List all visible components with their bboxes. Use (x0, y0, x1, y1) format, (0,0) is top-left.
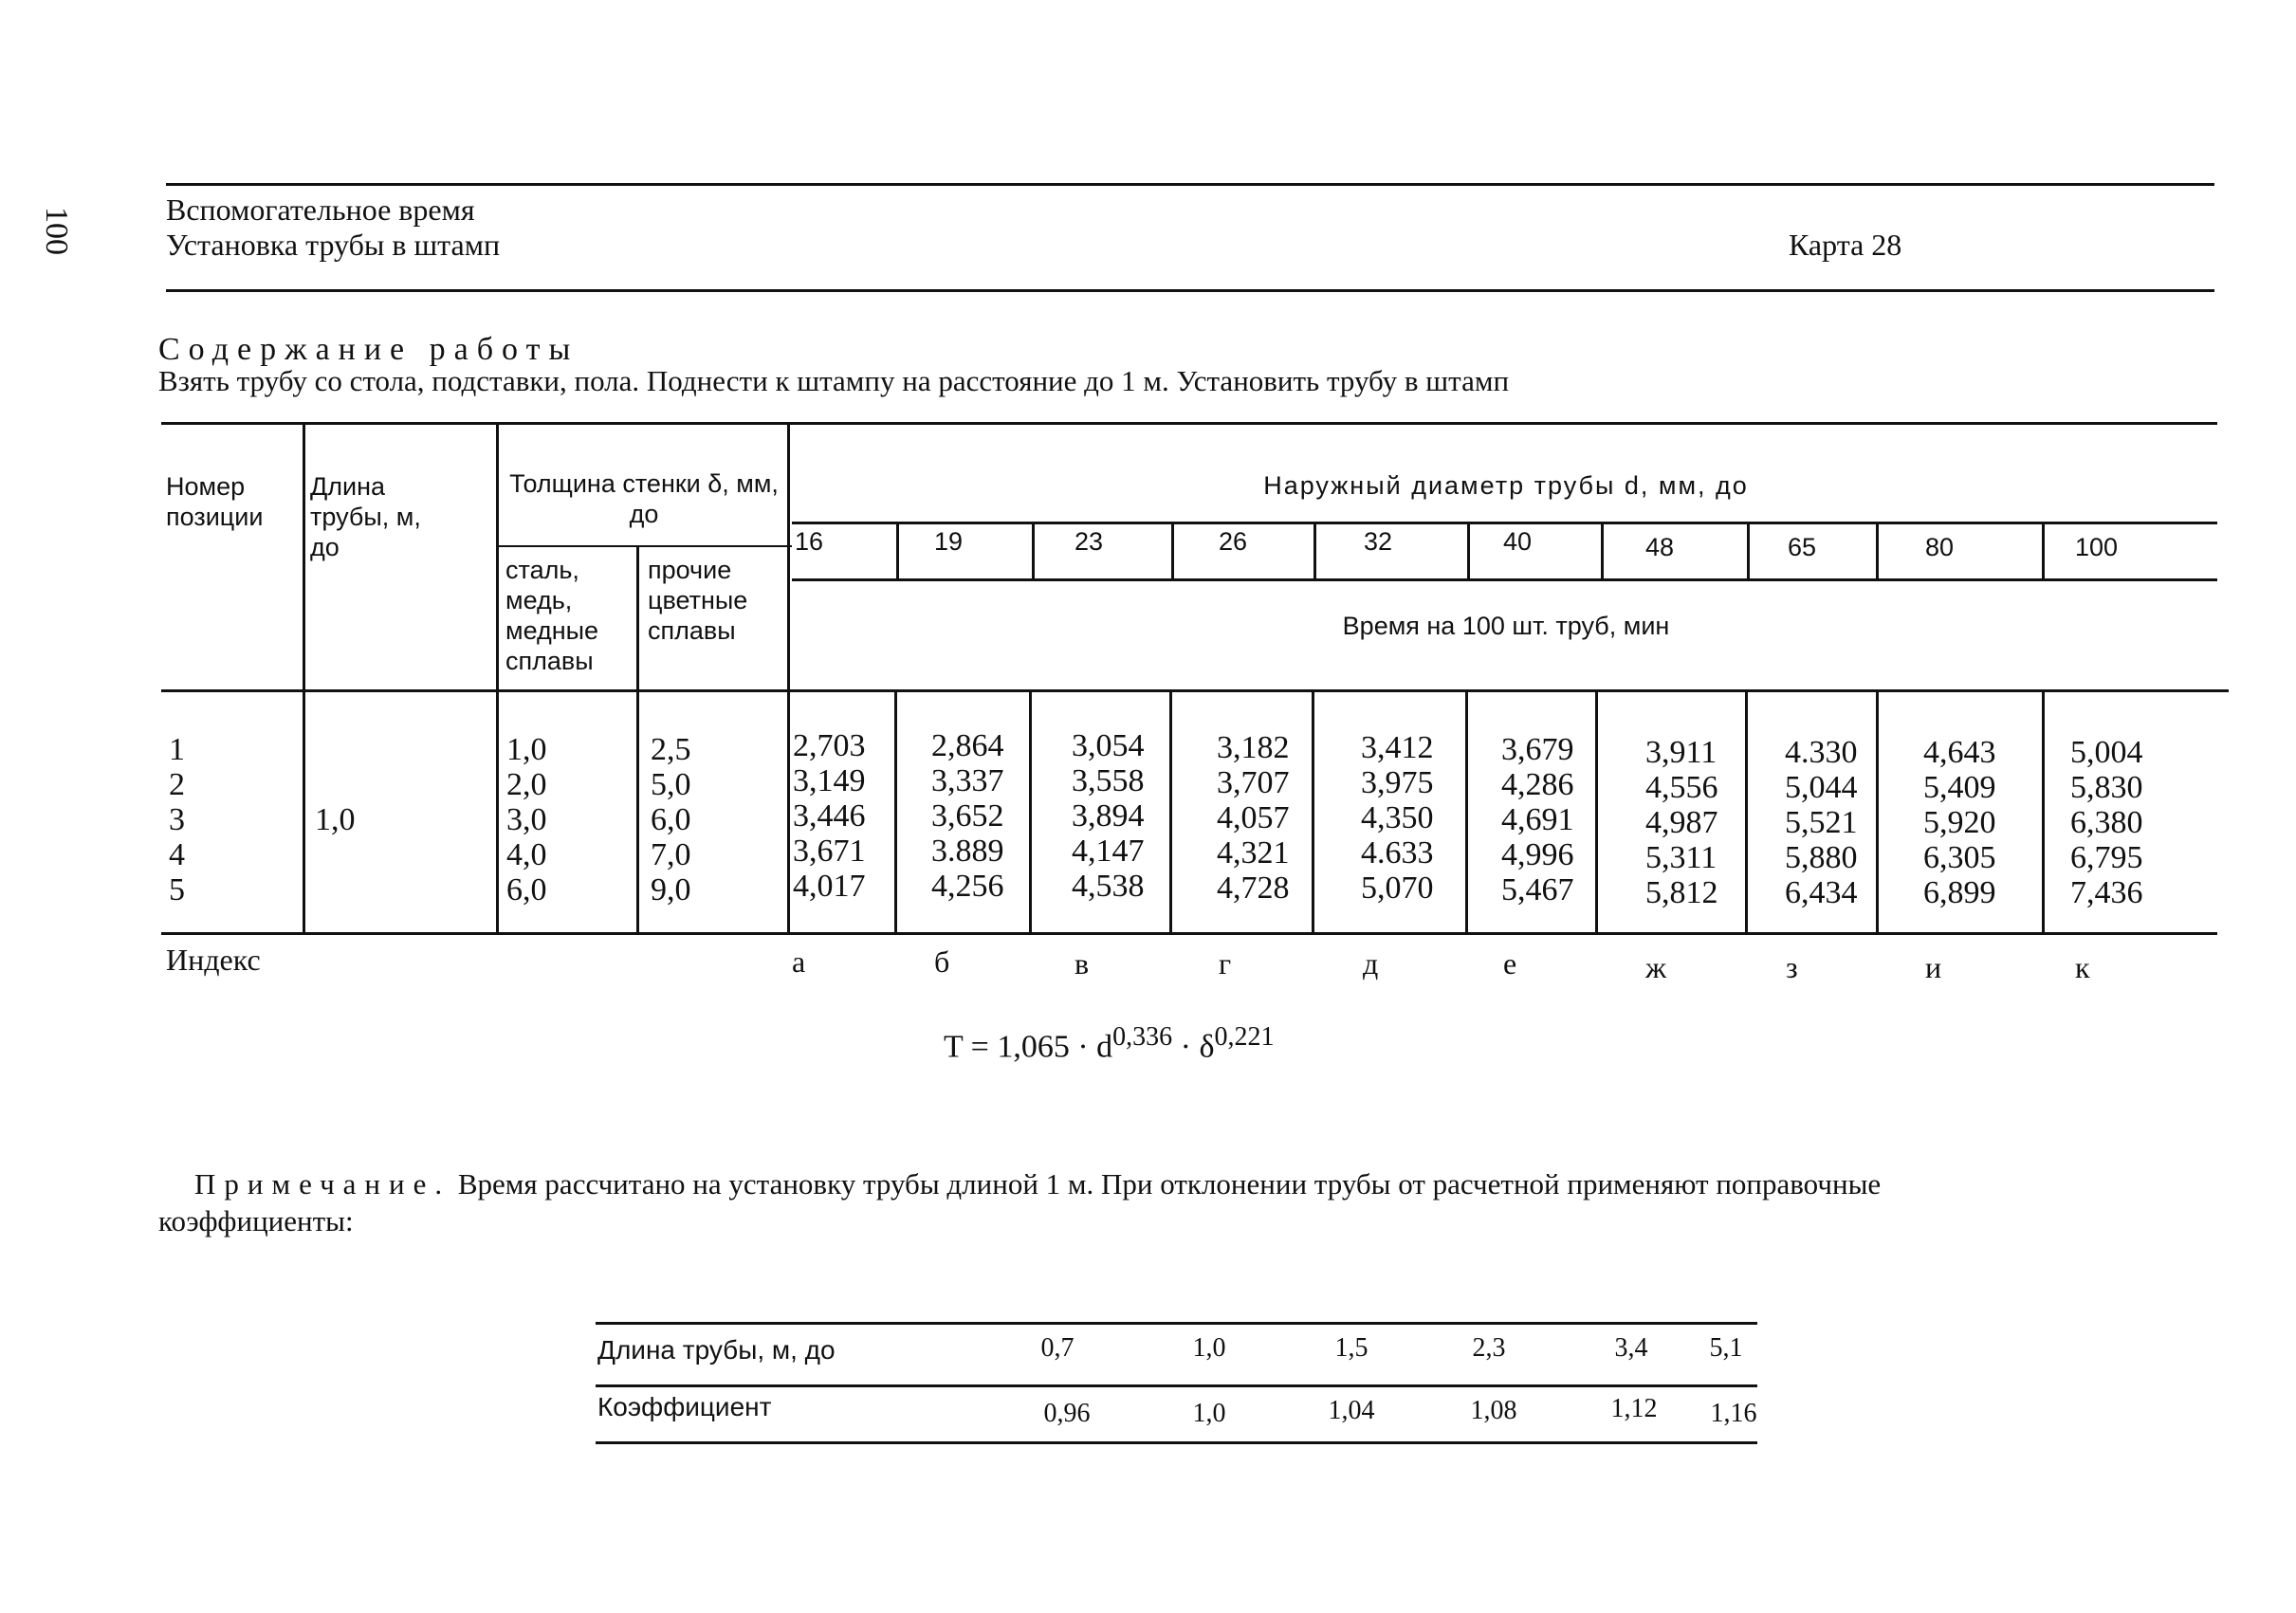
time-col-48 (1645, 735, 1718, 910)
note-line1 (194, 1167, 1881, 1201)
vline-d3 (1171, 522, 1174, 578)
table-cell: 3,894 (1072, 798, 1145, 834)
work-text: Взять трубу со стола, подставки, пола. Поднести к штампу на расстояние до 1 м. Установить трубу в штамп (158, 364, 1510, 397)
vline-b8 (1876, 692, 1879, 932)
table-cell: 3,679 (1501, 732, 1574, 767)
diameter-32: 32 (1364, 527, 1393, 556)
table-cell: 1,0 (506, 732, 547, 767)
diameter-23: 23 (1075, 527, 1104, 556)
index-b: б (934, 944, 950, 979)
coef-value-5: 1,12 (1610, 1394, 1658, 1423)
coef-length-4: 2,3 (1472, 1333, 1506, 1363)
coef-bottom-rule (596, 1441, 1757, 1444)
table-cell: 3,0 (506, 802, 547, 837)
diameter-19: 19 (934, 527, 964, 556)
table-cell: 3,707 (1217, 765, 1290, 800)
table-cell: 6,380 (2070, 805, 2143, 840)
index-label: Индекс (166, 943, 261, 977)
coef-value-6: 1,16 (1710, 1399, 1757, 1428)
table-cell: 3,558 (1072, 763, 1145, 798)
table-cell: 5,521 (1785, 805, 1858, 840)
formula-exp-delta: 0,221 (1214, 1022, 1275, 1052)
table-cell: 4.330 (1785, 735, 1858, 770)
vline-d4 (1313, 522, 1316, 578)
col-header-steel: сталь, медь, медные сплавы (505, 556, 599, 675)
index-i: и (1925, 950, 1942, 984)
vline-b2 (1029, 692, 1032, 932)
table-cell: 4,556 (1645, 770, 1718, 805)
vline-1 (303, 422, 305, 932)
index-d: д (1363, 946, 1379, 981)
time-col-26 (1217, 730, 1290, 906)
coef-row1-label: Длина трубы, м, до (597, 1335, 836, 1365)
table-cell: 5,311 (1645, 840, 1717, 875)
table-cell: 4,057 (1217, 800, 1290, 835)
table-row-position: 4 (169, 837, 185, 872)
table-cell: 5,044 (1785, 770, 1858, 805)
table-cell: 3,337 (931, 763, 1004, 798)
time-col-23 (1072, 728, 1145, 904)
vline-b3 (1169, 692, 1172, 932)
time-col-65 (1785, 735, 1858, 910)
coef-mid-rule (596, 1384, 1757, 1387)
table-cell: 3,975 (1361, 765, 1434, 800)
vline-3 (636, 545, 639, 932)
time-col-80 (1923, 735, 1996, 910)
index-k: к (2075, 950, 2090, 984)
index-g: г (1219, 946, 1232, 981)
index-z: з (1786, 950, 1798, 984)
coef-length-1: 0,7 (1040, 1333, 1075, 1363)
table-cell: 5,830 (2070, 770, 2143, 805)
vline-d5 (1467, 522, 1470, 578)
vline-d2 (1032, 522, 1035, 578)
time-col-32 (1361, 730, 1434, 906)
time-col-19 (931, 728, 1004, 904)
table-cell: 6,434 (1785, 875, 1858, 910)
page-number: 100 (39, 207, 74, 255)
table-cell: 4,987 (1645, 805, 1718, 840)
table-cell: 4,643 (1923, 735, 1996, 770)
table-cell: 3,054 (1072, 728, 1145, 763)
vline-4 (787, 422, 790, 932)
table-row-position: 3 (169, 802, 185, 837)
table-cell: 4,0 (506, 837, 547, 872)
time-col-16 (793, 728, 866, 904)
note-text: Время рассчитано на установку трубы длиной 1 м. При отклонении трубы от расчетной применяют поправочные (457, 1167, 1882, 1201)
time-col-40 (1501, 732, 1574, 907)
table-cell: 6,795 (2070, 840, 2143, 875)
coef-row2-label: Коэффициент (597, 1392, 772, 1421)
table-cell: 4,321 (1217, 835, 1290, 871)
table-cell: 5,467 (1501, 872, 1574, 907)
vline-d6 (1601, 522, 1604, 578)
formula-lhs: T = 1,065 · d (944, 1029, 1113, 1065)
table-cell: 4,286 (1501, 767, 1574, 802)
formula (944, 1022, 1275, 1065)
body-bottom-rule (161, 932, 2217, 935)
other-col (651, 732, 691, 907)
vline-b9 (2042, 692, 2045, 932)
coef-value-4: 1,08 (1470, 1396, 1517, 1425)
coef-value-1: 0,96 (1043, 1399, 1091, 1428)
vline-b1 (894, 692, 897, 932)
header-line1: Вспомогательное время (166, 192, 475, 227)
table-cell: 4,996 (1501, 837, 1574, 872)
index-a: а (792, 944, 806, 979)
time-rule (792, 578, 2217, 581)
col-header-thickness: Толщина стенки δ, мм, до (509, 469, 779, 528)
table-cell: 7,0 (651, 837, 691, 872)
vline-b7 (1745, 692, 1748, 932)
table-row-position: 2 (169, 767, 185, 802)
table-cell: 5,070 (1361, 871, 1434, 906)
vline-2 (496, 422, 499, 932)
diameter-40: 40 (1503, 527, 1533, 556)
formula-mid: · δ (1172, 1029, 1215, 1065)
note-label: Примечание. (194, 1167, 451, 1201)
table-cell: 3,911 (1645, 735, 1717, 770)
work-title: Содержание работы (158, 332, 579, 367)
header-bottom-rule (166, 289, 2214, 292)
table-cell: 2,703 (793, 728, 866, 763)
card-number: Карта 28 (1789, 228, 1902, 262)
table-cell: 4,147 (1072, 834, 1145, 869)
coef-top-rule (596, 1322, 1757, 1325)
table-cell: 4,691 (1501, 802, 1574, 837)
vline-d9 (2042, 522, 2045, 578)
diameter-65: 65 (1788, 533, 1817, 561)
diameter-rule (792, 522, 2217, 524)
vline-b4 (1312, 692, 1314, 932)
header-top-rule (166, 183, 2214, 186)
steel-col (506, 732, 547, 907)
table-cell: 4,538 (1072, 869, 1145, 904)
col-header-diameter: Наружный диаметр трубы d, мм, до (1263, 471, 1749, 500)
vline-b6 (1595, 692, 1598, 932)
vline-b5 (1465, 692, 1468, 932)
table-row-position: 5 (169, 872, 185, 907)
diameter-16: 16 (795, 527, 824, 556)
index-e: е (1503, 946, 1517, 981)
table-cell: 4,350 (1361, 800, 1434, 835)
table-cell: 9,0 (651, 872, 691, 907)
col-header-time: Время на 100 шт. труб, мин (1342, 612, 1670, 640)
table-cell: 5,0 (651, 767, 691, 802)
table-row-position: 1 (169, 732, 185, 767)
table-cell: 5,812 (1645, 875, 1718, 910)
table-cell: 6,305 (1923, 840, 1996, 875)
table-cell: 5,004 (2070, 735, 2143, 770)
table-cell: 2,5 (651, 732, 691, 767)
table-top-rule (161, 422, 2217, 425)
col-header-position: Номер позиции (166, 472, 264, 531)
formula-exp-d: 0,336 (1112, 1022, 1173, 1052)
table-cell: 3,652 (931, 798, 1004, 834)
vline-d8 (1876, 522, 1879, 578)
col-header-other: прочие цветные сплавы (648, 556, 748, 645)
index-zh: ж (1645, 950, 1667, 984)
coef-value-3: 1,04 (1328, 1396, 1375, 1425)
header-bottom-table-rule (161, 689, 2229, 692)
index-v: в (1075, 946, 1090, 981)
header-line2: Установка трубы в штамп (166, 228, 501, 262)
table-cell: 6,0 (651, 802, 691, 837)
diameter-80: 80 (1925, 533, 1955, 561)
time-col-100 (2070, 735, 2143, 910)
table-cell: 5,409 (1923, 770, 1996, 805)
table-cell: 3,446 (793, 798, 866, 834)
diameter-26: 26 (1219, 527, 1248, 556)
table-cell: 3,671 (793, 834, 866, 869)
table-cell: 4,728 (1217, 871, 1290, 906)
coef-value-2: 1,0 (1192, 1399, 1226, 1428)
length-value: 1,0 (315, 802, 356, 837)
table-cell: 4.633 (1361, 835, 1434, 871)
table-cell: 3,182 (1217, 730, 1290, 765)
coef-length-5: 3,4 (1614, 1333, 1648, 1363)
col-header-length: Длина трубы, м, до (310, 472, 421, 561)
vline-d1 (896, 522, 899, 578)
table-cell: 6,899 (1923, 875, 1996, 910)
table-cell: 7,436 (2070, 875, 2143, 910)
table-cell: 4,256 (931, 869, 1004, 904)
note-line2: коэффициенты: (158, 1204, 354, 1237)
position-col (169, 732, 185, 907)
table-cell: 6,0 (506, 872, 547, 907)
table-cell: 2,864 (931, 728, 1004, 763)
thickness-rule (498, 545, 792, 547)
vline-d7 (1747, 522, 1750, 578)
coef-length-2: 1,0 (1192, 1333, 1226, 1363)
coef-length-6: 5,1 (1709, 1333, 1743, 1363)
table-cell: 4,017 (793, 869, 866, 904)
diameter-100: 100 (2075, 533, 2119, 561)
diameter-48: 48 (1645, 533, 1675, 561)
table-cell: 5,880 (1785, 840, 1858, 875)
table-cell: 2,0 (506, 767, 547, 802)
table-cell: 5,920 (1923, 805, 1996, 840)
table-cell: 3.889 (931, 834, 1004, 869)
coef-length-3: 1,5 (1334, 1333, 1368, 1363)
table-cell: 3,412 (1361, 730, 1434, 765)
table-cell: 3,149 (793, 763, 866, 798)
